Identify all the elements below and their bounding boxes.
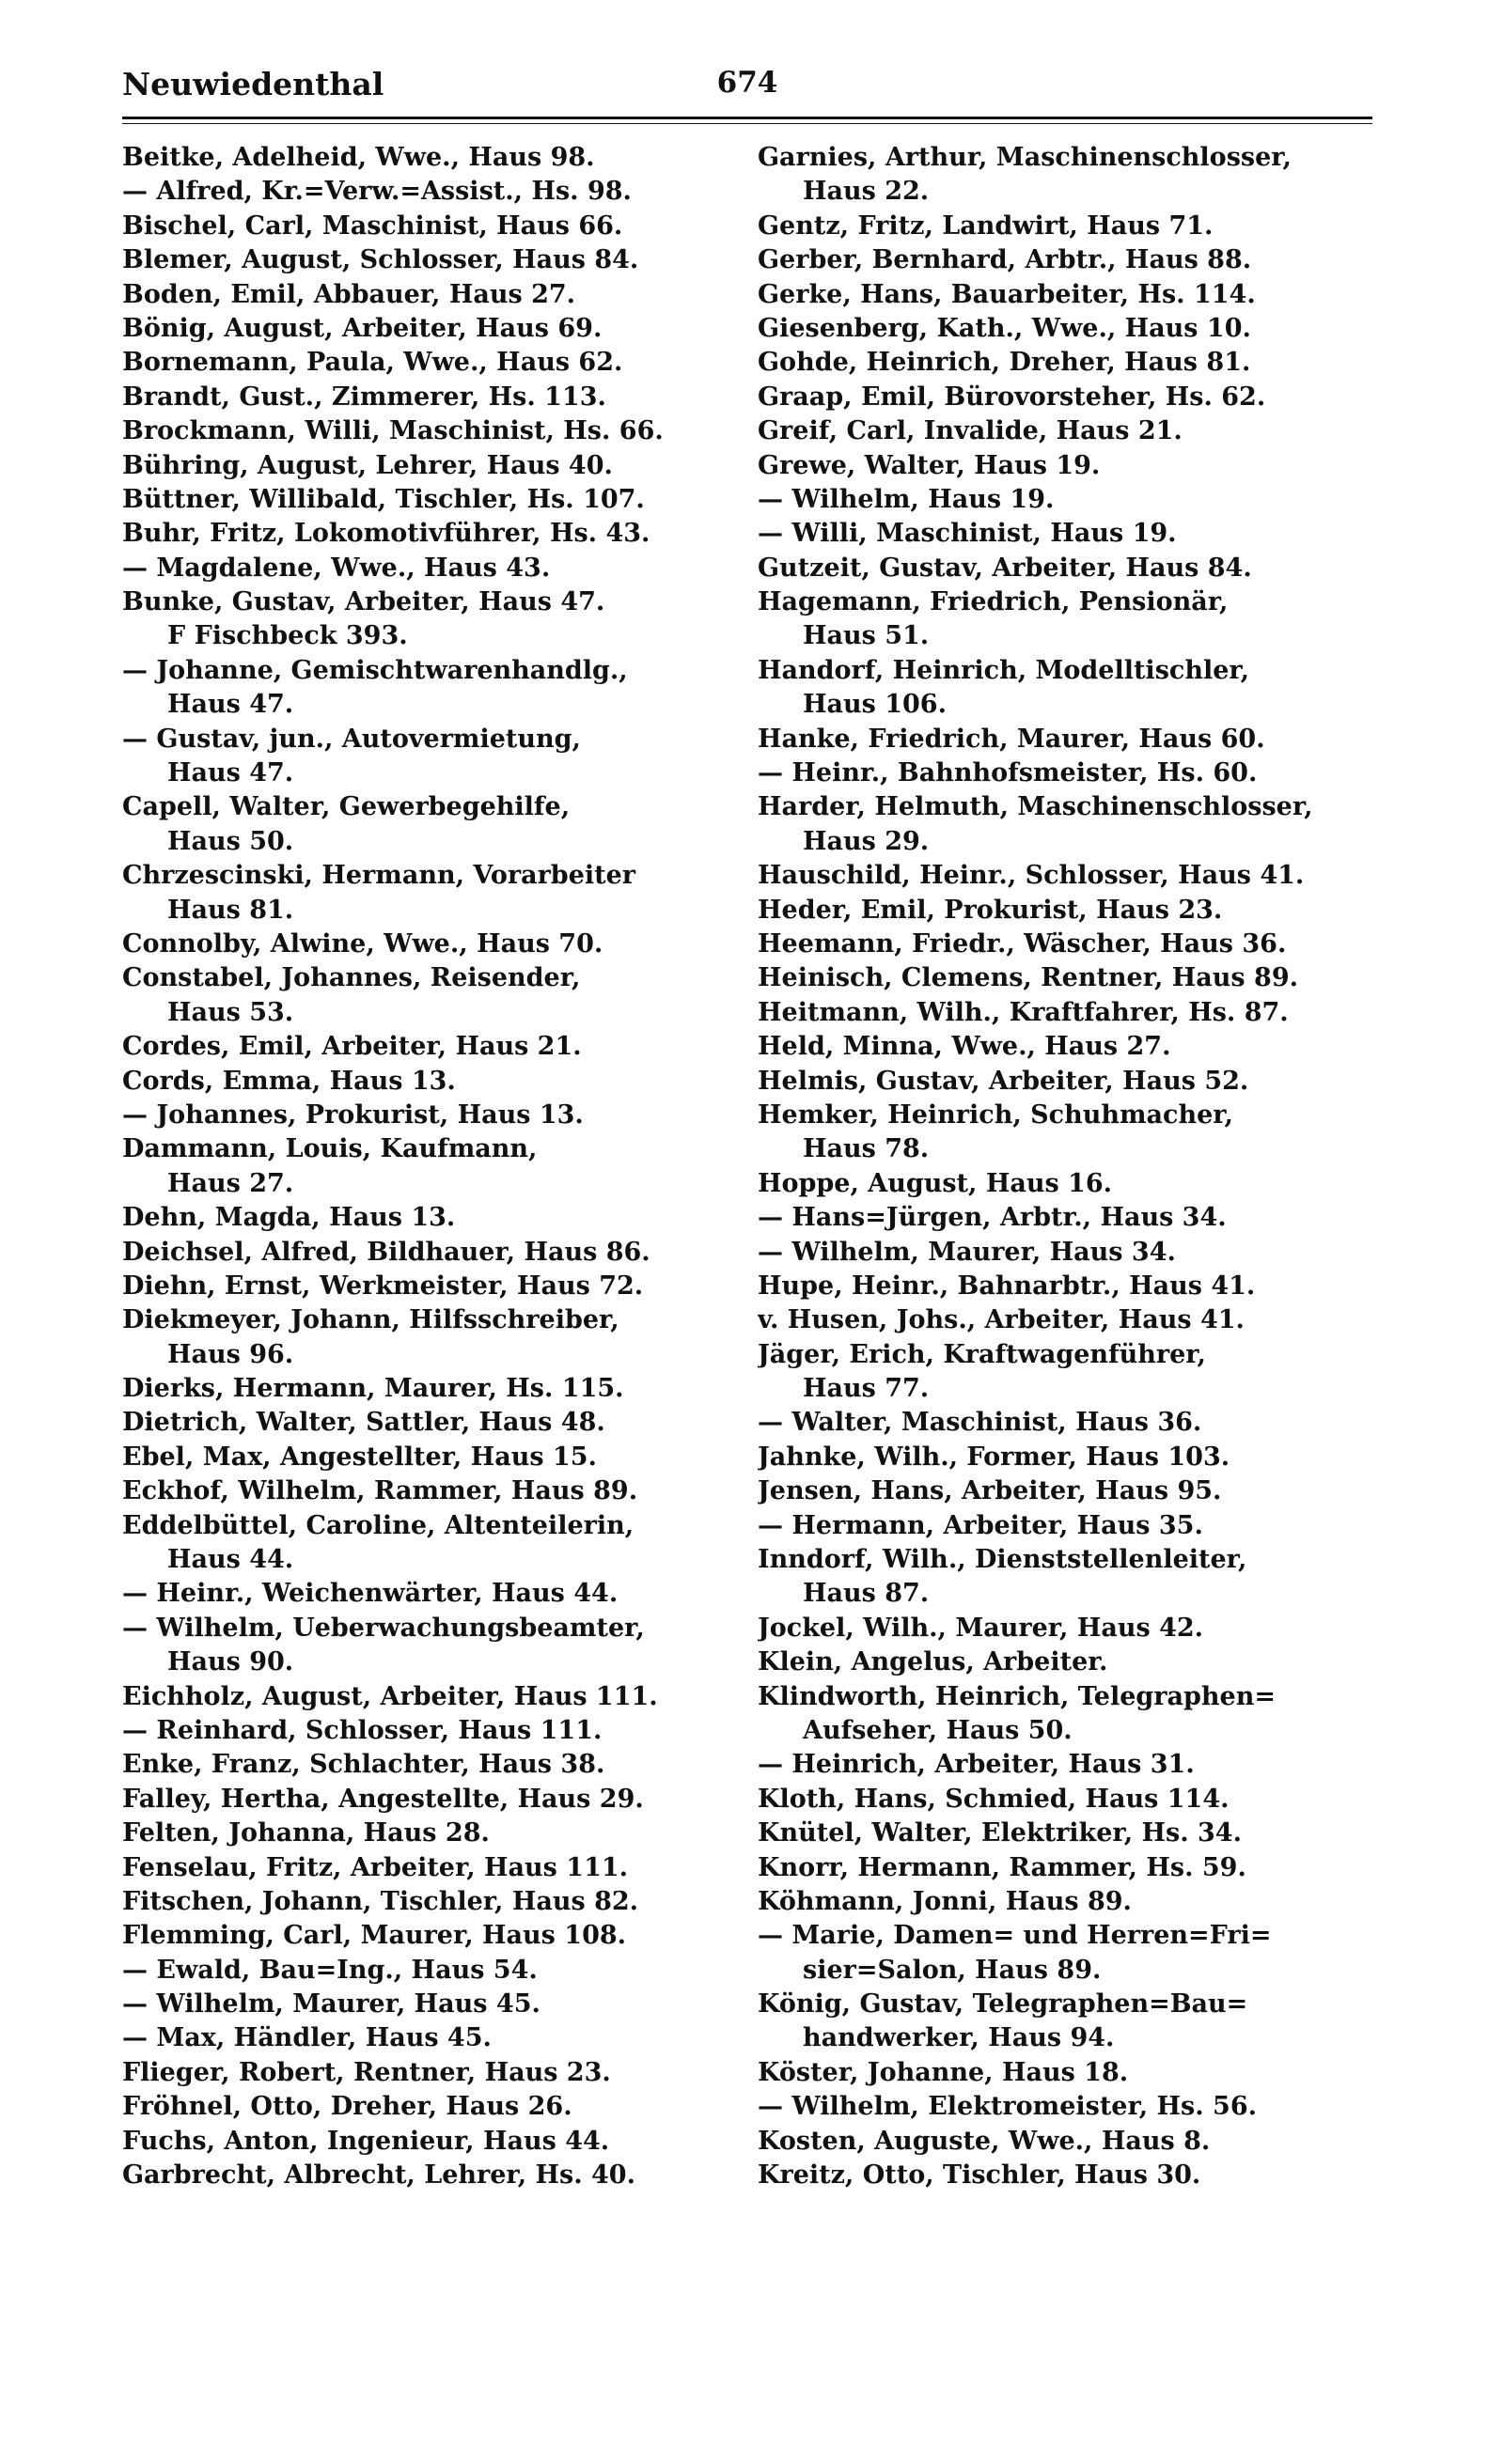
right-column [758,141,1389,2192]
directory-entry: Heitmann, Wilh., Kraftfahrer, Hs. 87. [758,997,1289,1027]
directory-entry: Held, Minna, Wwe., Haus 27. [758,1032,1171,1062]
directory-entry: Heder, Emil, Prokurist, Haus 23. [758,895,1223,925]
directory-entry: Kosten, Auguste, Wwe., Haus 8. [758,2126,1211,2156]
directory-entry: Gentz, Fritz, Landwirt, Haus 71. [758,211,1214,241]
directory-entry: — Ewald, Bau=Ing., Haus 54. [122,1955,538,1985]
directory-entry: — Wilhelm, Maurer, Haus 34. [758,1237,1176,1267]
header-rule [122,117,1372,130]
directory-entry: Falley, Hertha, Angestellte, Haus 29. [122,1784,644,1814]
directory-entry: Hauschild, Heinr., Schlosser, Haus 41. [758,861,1305,891]
directory-entry: Cordes, Emil, Arbeiter, Haus 21. [122,1032,582,1062]
directory-entry: — Max, Händler, Haus 45. [122,2023,492,2053]
directory-entry: Knorr, Hermann, Rammer, Hs. 59. [758,1852,1246,1882]
directory-entry: Connolby, Alwine, Wwe., Haus 70. [122,928,603,959]
directory-entry: Bönig, August, Arbeiter, Haus 69. [122,313,603,343]
entry-continuation: sier=Salon, Haus 89. [803,1955,1102,1985]
directory-entry: — Wilhelm, Haus 19. [758,484,1055,514]
directory-entry: — Johannes, Prokurist, Haus 13. [122,1099,584,1130]
entry-continuation: Aufseher, Haus 50. [803,1715,1073,1745]
entry-continuation: F Fischbeck 393. [167,621,408,651]
directory-entry: v. Husen, Johs., Arbeiter, Haus 41. [758,1305,1245,1335]
directory-entry: Eichholz, August, Arbeiter, Haus 111. [122,1681,658,1711]
directory-entry: — Magdalene, Wwe., Haus 43. [122,553,551,583]
directory-entry: Hoppe, August, Haus 16. [758,1168,1113,1198]
directory-entry: Büttner, Willibald, Tischler, Hs. 107. [122,484,645,514]
directory-entry: Bornemann, Paula, Wwe., Haus 62. [122,348,623,378]
directory-entry: Jäger, Erich, Kraftwagenführer, [758,1339,1206,1369]
directory-entry: Fitschen, Johann, Tischler, Haus 82. [122,1886,639,1916]
directory-entry: Diekmeyer, Johann, Hilfsschreiber, [122,1305,619,1335]
directory-entry: Jahnke, Wilh., Former, Haus 103. [758,1442,1230,1472]
directory-entry: — Johanne, Gemischtwarenhandlg., [122,655,628,685]
entry-continuation: Haus 90. [167,1647,294,1677]
directory-entry: Gutzeit, Gustav, Arbeiter, Haus 84. [758,553,1252,583]
directory-entry: — Wilhelm, Elektromeister, Hs. 56. [758,2092,1258,2122]
directory-entry: Dammann, Louis, Kaufmann, [122,1134,538,1164]
directory-entry: — Reinhard, Schlosser, Haus 111. [122,1715,603,1745]
entry-continuation: Haus 50. [167,826,294,856]
entry-continuation: Haus 81. [167,895,294,925]
directory-entry: Fenselau, Fritz, Arbeiter, Haus 111. [122,1852,629,1882]
directory-entry: — Gustav, jun., Autovermietung, [122,724,581,754]
directory-entry: — Walter, Maschinist, Haus 36. [758,1408,1202,1438]
directory-entry: — Wilhelm, Maurer, Haus 45. [122,1989,540,2020]
directory-entry: Jockel, Wilh., Maurer, Haus 42. [758,1613,1204,1643]
directory-entry: Klindworth, Heinrich, Telegraphen= [758,1681,1276,1711]
directory-entry: Deichsel, Alfred, Bildhauer, Haus 86. [122,1237,650,1267]
directory-entry: Dietrich, Walter, Sattler, Haus 48. [122,1408,605,1438]
directory-entry: Grewe, Walter, Haus 19. [758,450,1101,480]
header-rule-thin [122,123,1372,124]
directory-entry: Enke, Franz, Schlachter, Haus 38. [122,1750,605,1780]
directory-entry: Buhr, Fritz, Lokomotivführer, Hs. 43. [122,519,650,549]
directory-entry: Hemker, Heinrich, Schuhmacher, [758,1099,1233,1130]
directory-entry: Beitke, Adelheid, Wwe., Haus 98. [122,143,595,172]
directory-entry: Giesenberg, Kath., Wwe., Haus 10. [758,313,1251,343]
directory-entry: Eddelbüttel, Caroline, Altenteilerin, [122,1510,634,1540]
directory-entry: Kloth, Hans, Schmied, Haus 114. [758,1784,1230,1814]
directory-entry: Brockmann, Willi, Maschinist, Hs. 66. [122,416,664,446]
directory-entry: Hupe, Heinr., Bahnarbtr., Haus 41. [758,1271,1256,1301]
directory-entry: — Marie, Damen= und Herren=Fri= [758,1921,1272,1951]
directory-entry: Köster, Johanne, Haus 18. [758,2057,1129,2087]
directory-entry: — Alfred, Kr.=Verw.=Assist., Hs. 98. [122,177,632,207]
directory-entry: Cords, Emma, Haus 13. [122,1066,456,1096]
header-rule-thick [122,117,1372,119]
directory-entry: Köhmann, Jonni, Haus 89. [758,1886,1132,1916]
directory-entry: — Heinrich, Arbeiter, Haus 31. [758,1750,1195,1780]
directory-entry: Flemming, Carl, Maurer, Haus 108. [122,1921,627,1951]
entry-continuation: Haus 106. [803,690,947,720]
directory-entry: — Hermann, Arbeiter, Haus 35. [758,1510,1203,1540]
entry-continuation: Haus 53. [167,997,294,1027]
directory-entry: Blemer, August, Schlosser, Haus 84. [122,245,639,275]
directory-entry: Jensen, Hans, Arbeiter, Haus 95. [758,1476,1222,1506]
directory-entry: Fröhnel, Otto, Dreher, Haus 26. [122,2092,572,2122]
directory-entry: Knütel, Walter, Elektriker, Hs. 34. [758,1818,1242,1848]
directory-entry: Harder, Helmuth, Maschinenschlosser, [758,792,1313,822]
directory-entry: — Wilhelm, Ueberwachungsbeamter, [122,1613,645,1643]
directory-entry: Garbrecht, Albrecht, Lehrer, Hs. 40. [122,2160,635,2191]
directory-entry: Ebel, Max, Angestellter, Haus 15. [122,1442,597,1472]
entry-continuation: Haus 27. [167,1168,294,1198]
entry-continuation: Haus 87. [803,1579,930,1609]
entry-continuation: Haus 29. [803,826,930,856]
directory-entry: Inndorf, Wilh., Dienststellenleiter, [758,1545,1247,1575]
directory-entry: Flieger, Robert, Rentner, Haus 23. [122,2057,611,2087]
directory-entry: Greif, Carl, Invalide, Haus 21. [758,416,1183,446]
entry-continuation: Haus 51. [803,621,930,651]
running-head-place: Neuwiedenthal [122,66,384,102]
entry-continuation: Haus 22. [803,177,930,207]
directory-entry: Gerke, Hans, Bauarbeiter, Hs. 114. [758,279,1256,309]
page-header [122,66,1372,113]
directory-entry: Constabel, Johannes, Reisender, [122,963,581,993]
directory-entry: — Heinr., Weichenwärter, Haus 44. [122,1579,619,1609]
directory-entry: Helmis, Gustav, Arbeiter, Haus 52. [758,1066,1249,1096]
directory-entry: Heinisch, Clemens, Rentner, Haus 89. [758,963,1299,993]
entry-continuation: Haus 96. [167,1339,294,1369]
directory-entry: Brandt, Gust., Zimmerer, Hs. 113. [122,382,606,412]
entry-continuation: handwerker, Haus 94. [803,2023,1115,2053]
left-column [122,141,754,2192]
entry-continuation: Haus 78. [803,1134,930,1164]
directory-entry: — Heinr., Bahnhofsmeister, Hs. 60. [758,758,1258,788]
directory-entry: Heemann, Friedr., Wäscher, Haus 36. [758,928,1287,959]
directory-entry: Diehn, Ernst, Werkmeister, Haus 72. [122,1271,644,1301]
directory-entry: — Hans=Jürgen, Arbtr., Haus 34. [758,1203,1227,1233]
directory-entry: Chrzescinski, Hermann, Vorarbeiter [122,861,635,891]
entry-continuation: Haus 77. [803,1374,930,1404]
directory-entry: Gohde, Heinrich, Dreher, Haus 81. [758,348,1251,378]
directory-entry: Kreitz, Otto, Tischler, Haus 30. [758,2160,1201,2191]
directory-entry: Hagemann, Friedrich, Pensionär, [758,587,1229,617]
directory-entry: Bühring, August, Lehrer, Haus 40. [122,450,613,480]
directory-entry: Graap, Emil, Bürovorsteher, Hs. 62. [758,382,1266,412]
directory-entry: Dierks, Hermann, Maurer, Hs. 115. [122,1374,624,1404]
directory-entry: Eckhof, Wilhelm, Rammer, Haus 89. [122,1476,638,1506]
entry-continuation: Haus 47. [167,690,294,720]
directory-entry: Dehn, Magda, Haus 13. [122,1203,456,1233]
directory-entry: — Willi, Maschinist, Haus 19. [758,519,1177,549]
directory-entry: Capell, Walter, Gewerbegehilfe, [122,792,571,822]
page-number: 674 [716,66,778,100]
directory-entry: Boden, Emil, Abbauer, Haus 27. [122,279,576,309]
directory-entry: Bunke, Gustav, Arbeiter, Haus 47. [122,587,605,617]
directory-entry: Fuchs, Anton, Ingenieur, Haus 44. [122,2126,610,2156]
entry-continuation: Haus 44. [167,1545,294,1575]
directory-entry: Bischel, Carl, Maschinist, Haus 66. [122,211,623,241]
entry-continuation: Haus 47. [167,758,294,788]
directory-entry: Klein, Angelus, Arbeiter. [758,1647,1108,1677]
directory-entry: Felten, Johanna, Haus 28. [122,1818,490,1848]
directory-entry: Handorf, Heinrich, Modelltischler, [758,655,1250,685]
directory-entry: Gerber, Bernhard, Arbtr., Haus 88. [758,245,1252,275]
directory-entry: König, Gustav, Telegraphen=Bau= [758,1989,1248,2020]
directory-entry: Garnies, Arthur, Maschinenschlosser, [758,143,1292,172]
directory-entry: Hanke, Friedrich, Maurer, Haus 60. [758,724,1265,754]
